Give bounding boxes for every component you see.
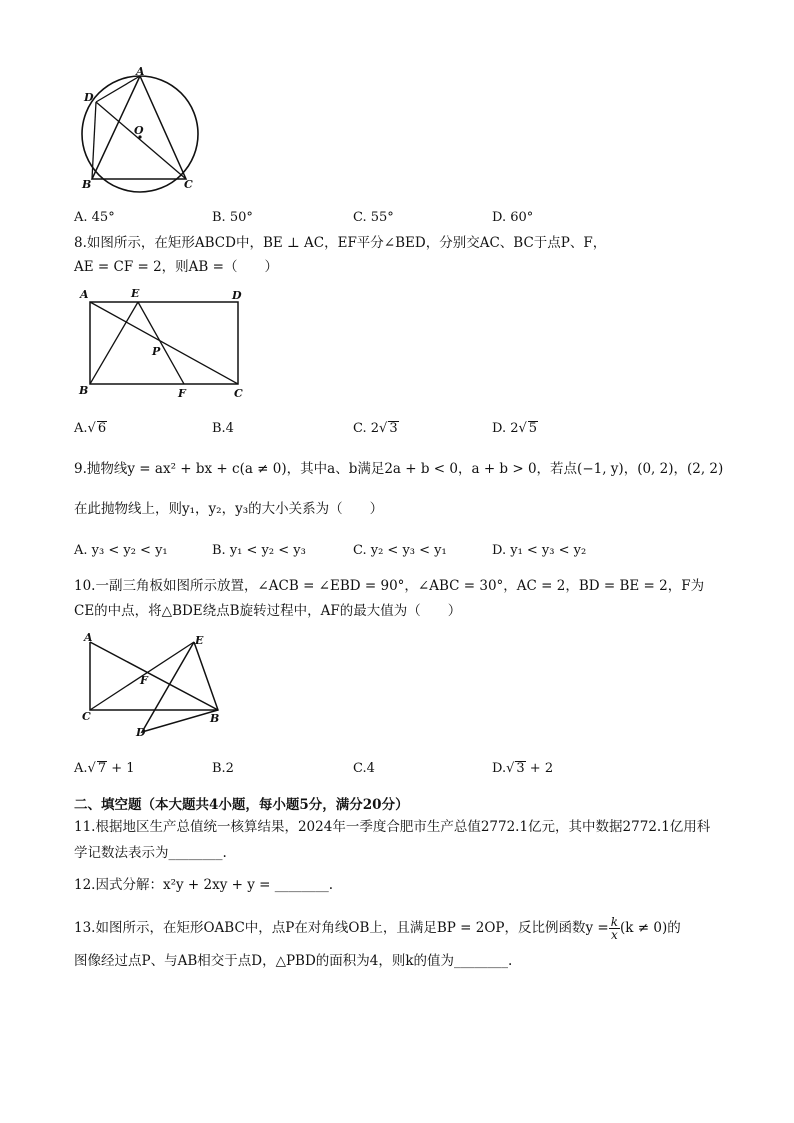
q13-stem-line2: 图像经过点P、与AB相交于点D，△PBD的面积为4，则k的值为________. <box>74 953 513 969</box>
q8-label-c: C <box>234 387 243 400</box>
q11-stem-line1: 11.根据地区生产总值统一核算结果，2024年一季度合肥市生产总值2772.1亿元，其中数据2772.1亿用科 <box>74 819 711 835</box>
q8-stem-line2: AE = CF = 2，则AB =（ ） <box>74 259 278 275</box>
q10-label-b: B <box>210 712 220 725</box>
q7-option-a[interactable]: A. 45° <box>74 210 115 225</box>
q7-label-a: A <box>136 65 145 78</box>
q12-stem: 12.因式分解：x²y + 2xy + y = ________. <box>74 877 334 893</box>
q7-label-b: B <box>82 178 92 191</box>
q10-label-c: C <box>82 710 91 723</box>
sqrt-sign: √ <box>87 761 96 776</box>
q13-text-b: (k ≠ 0)的 <box>620 920 681 936</box>
fraction-numerator: k <box>610 915 619 929</box>
q8-option-d[interactable] <box>492 421 538 436</box>
fraction-denominator: x <box>610 928 618 942</box>
q8-stem-line1: 8.如图所示，在矩形ABCD中，BE ⊥ AC，EF平分∠BED，分别交AC、BC于点P、F， <box>74 235 607 251</box>
q7-label-c: C <box>184 178 193 191</box>
q10-option-d[interactable] <box>492 761 553 776</box>
q10-label-e: E <box>195 634 204 647</box>
q10-label-f: F <box>140 674 148 687</box>
q8-option-a-prefix: A. <box>74 421 88 436</box>
q10-label-a: A <box>84 631 93 644</box>
q10-label-d: D <box>136 726 146 738</box>
q7-option-b[interactable]: B. 50° <box>212 210 253 225</box>
q11-stem-line2: 学记数法表示为________. <box>74 845 227 861</box>
q10-option-c[interactable]: C.4 <box>353 761 375 776</box>
q10-option-a[interactable] <box>74 761 135 776</box>
sqrt-sign: √ <box>506 761 515 776</box>
sqrt-sign: √ <box>518 421 527 436</box>
q8-option-a-radicand: 6 <box>97 421 107 436</box>
q8-label-p: P <box>152 345 161 358</box>
q8-option-b[interactable]: B.4 <box>212 421 234 436</box>
q9-option-b[interactable]: B. y₁ < y₂ < y₃ <box>212 543 306 558</box>
q10-option-a-radicand: 7 <box>97 761 107 776</box>
q9-option-a[interactable]: A. y₃ < y₂ < y₁ <box>74 543 168 558</box>
q10-option-a-prefix: A. <box>74 761 88 776</box>
q8-figure-rectangle <box>76 286 252 402</box>
q10-stem-line2: CE的中点，将△BDE绕点B旋转过程中，AF的最大值为（ ） <box>74 603 462 619</box>
q8-option-c[interactable] <box>353 421 399 436</box>
q9-option-d[interactable]: D. y₁ < y₃ < y₂ <box>492 543 587 558</box>
q10-option-d-suffix: + 2 <box>525 761 554 776</box>
q8-option-c-prefix: C. 2 <box>353 421 380 436</box>
q8-option-d-prefix: D. 2 <box>492 421 519 436</box>
q7-label-o: O <box>134 124 144 137</box>
sqrt-sign: √ <box>379 421 388 436</box>
sqrt-sign: √ <box>87 421 96 436</box>
q8-label-d: D <box>232 289 242 302</box>
q9-stem-line2: 在此抛物线上，则y₁，y₂，y₃的大小关系为（ ） <box>74 501 384 517</box>
q7-option-c[interactable]: C. 55° <box>353 210 394 225</box>
q8-label-b: B <box>79 384 89 397</box>
q9-stem-line1: 9.抛物线y = ax² + bx + c(a ≠ 0)，其中a、b满足2a + b < 0，a + b > 0，若点(−1, y)，(0, 2)，(2, 2) <box>74 461 724 477</box>
q10-option-a-suffix: + 1 <box>107 761 135 776</box>
q8-label-a: A <box>80 288 89 301</box>
q7-figure-circle <box>72 64 204 194</box>
q8-label-e: E <box>131 287 140 300</box>
q10-option-b[interactable]: B.2 <box>212 761 234 776</box>
q8-option-a[interactable] <box>74 421 107 436</box>
q10-option-d-prefix: D. <box>492 761 507 776</box>
q8-option-c-radicand: 3 <box>389 421 398 436</box>
section-heading: 二、填空题（本大题共4小题，每小题5分，满分20分） <box>74 797 409 813</box>
q10-option-d-radicand: 3 <box>516 761 525 776</box>
q10-figure-triangles <box>78 630 228 738</box>
q7-label-d: D <box>84 91 94 104</box>
q13-stem-line1 <box>74 916 681 941</box>
q8-option-d-radicand: 5 <box>528 421 538 436</box>
q13-fraction <box>609 916 620 941</box>
q13-text-a: 13.如图所示，在矩形OABC中，点P在对角线OB上，且满足BP = 2OP，反比例函数y = <box>74 920 609 936</box>
q8-label-f: F <box>178 387 186 400</box>
q10-stem-line1: 10.一副三角板如图所示放置，∠ACB = ∠EBD = 90°，∠ABC = 30°，AC = 2，BD = BE = 2，F为 <box>74 578 705 594</box>
q7-option-d[interactable]: D. 60° <box>492 210 534 225</box>
q9-option-c[interactable]: C. y₂ < y₃ < y₁ <box>353 543 447 558</box>
